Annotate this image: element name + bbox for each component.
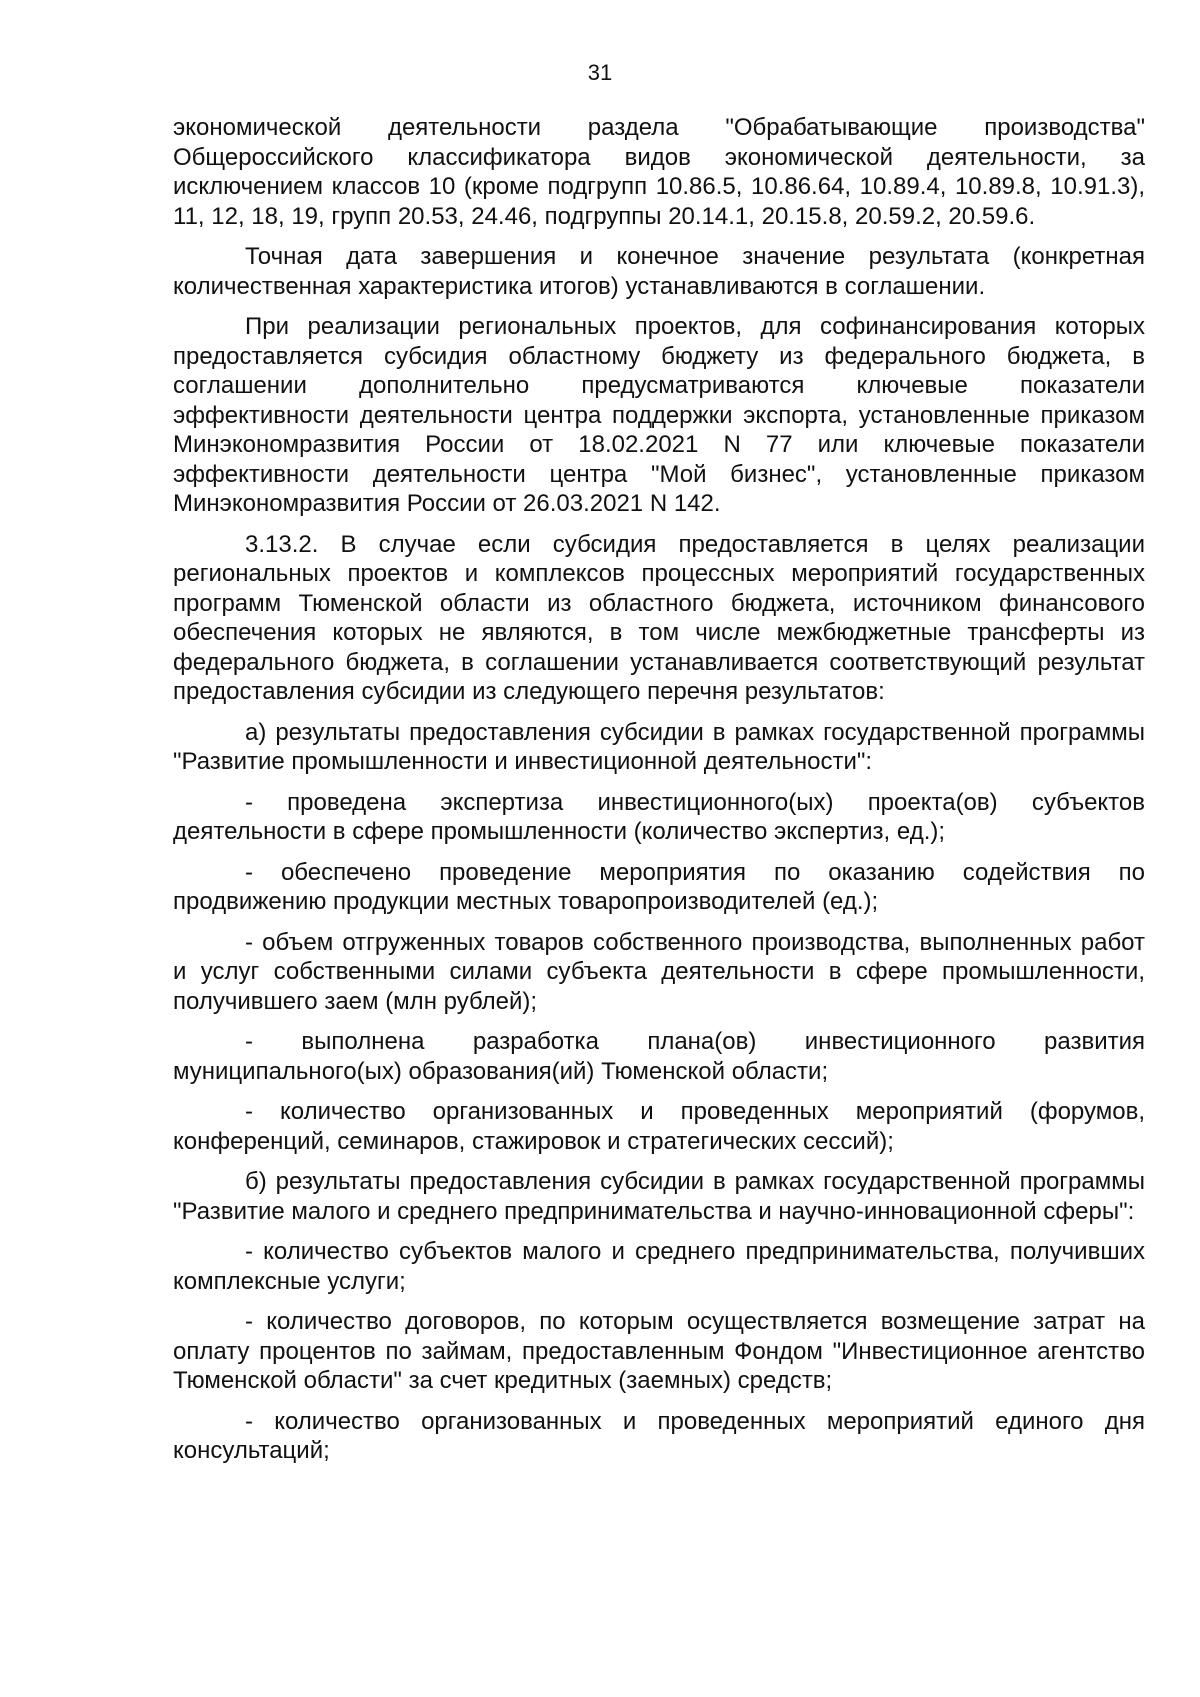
paragraph-okved-continuation: экономической деятельности раздела "Обрабатывающие производства" Общероссийского классификатора видов экономической деятельности, за исключением классов 10 (кроме подгрупп 10.86.5, 10.86.64, 10.89.4, 10.89.8, 10.91.3), 11, 12, 18, 19, групп 20.53, 24.46, подгруппы 20.14.1, 20.15.8, 20.59.2, 20.59.6. bbox=[173, 114, 1145, 230]
list-item-consultation-day: - количество организованных и проведенных мероприятий единого дня консультаций; bbox=[173, 1407, 1145, 1464]
paragraph-program-industry: а) результаты предоставления субсидии в рамках государственной программы "Развитие промышленности и инвестиционной деятельности": bbox=[173, 718, 1145, 775]
paragraph-program-sme: б) результаты предоставления субсидии в рамках государственной программы "Развитие малого и среднего предпринимательства и научно-инновационной сферы": bbox=[173, 1168, 1145, 1225]
list-item-events: - количество организованных и проведенных мероприятий (форумов, конференций, семинаров, стажировок и стратегических сессий); bbox=[173, 1098, 1145, 1155]
document-body bbox=[173, 113, 1145, 1477]
list-item-investment-plan: - выполнена разработка плана(ов) инвестиционного развития муниципального(ых) образования(ий) Тюменской области; bbox=[173, 1028, 1145, 1085]
list-item-shipped-goods: - объем отгруженных товаров собственного производства, выполненных работ и услуг собственными силами субъекта деятельности в сфере промышленности, получившего заем (млн рублей); bbox=[173, 928, 1145, 1015]
paragraph-result-date: Точная дата завершения и конечное значение результата (конкретная количественная характеристика итогов) устанавливаются в соглашении. bbox=[173, 243, 1145, 300]
list-item-interest-contracts: - количество договоров, по которым осуществляется возмещение затрат на оплату процентов по займам, предоставленным Фондом "Инвестиционное агентство Тюменской области" за счет кредитных (заемных) средств; bbox=[173, 1308, 1145, 1394]
paragraph-regional-projects: При реализации региональных проектов, для софинансирования которых предоставляется субсидия областному бюджету из федерального бюджета, в соглашении дополнительно предусматриваются ключевые показатели эффективности деятельности центра поддержки экспорта, установленные приказом Минэкономразвития России от 18.02.2021 N 77 или ключевые показатели эффективности деятельности центра "Мой бизнес", установленные приказом Минэкономразвития России от 26.03.2021 N 142. bbox=[173, 313, 1145, 517]
paragraph-3-13-2: 3.13.2. В случае если субсидия предоставляется в целях реализации региональных проектов и комплексов процессных мероприятий государственных программ Тюменской области из областного бюджета, источником финансового обеспечения которых не являются, в том числе межбюджетные трансферты из федерального бюджета, в соглашении устанавливается соответствующий результат предоставления субсидии из следующего перечня результатов: bbox=[173, 530, 1145, 705]
page-number: 31 bbox=[587, 60, 613, 85]
list-item-promotion: - обеспечено проведение мероприятия по оказанию содействия по продвижению продукции местных товаропроизводителей (ед.); bbox=[173, 858, 1145, 915]
list-item-expertise: - проведена экспертиза инвестиционного(ых) проекта(ов) субъектов деятельности в сфере промышленности (количество экспертиз, ед.); bbox=[173, 788, 1145, 845]
list-item-sme-services: - количество субъектов малого и среднего предпринимательства, получивших комплексные услуги; bbox=[173, 1238, 1145, 1295]
